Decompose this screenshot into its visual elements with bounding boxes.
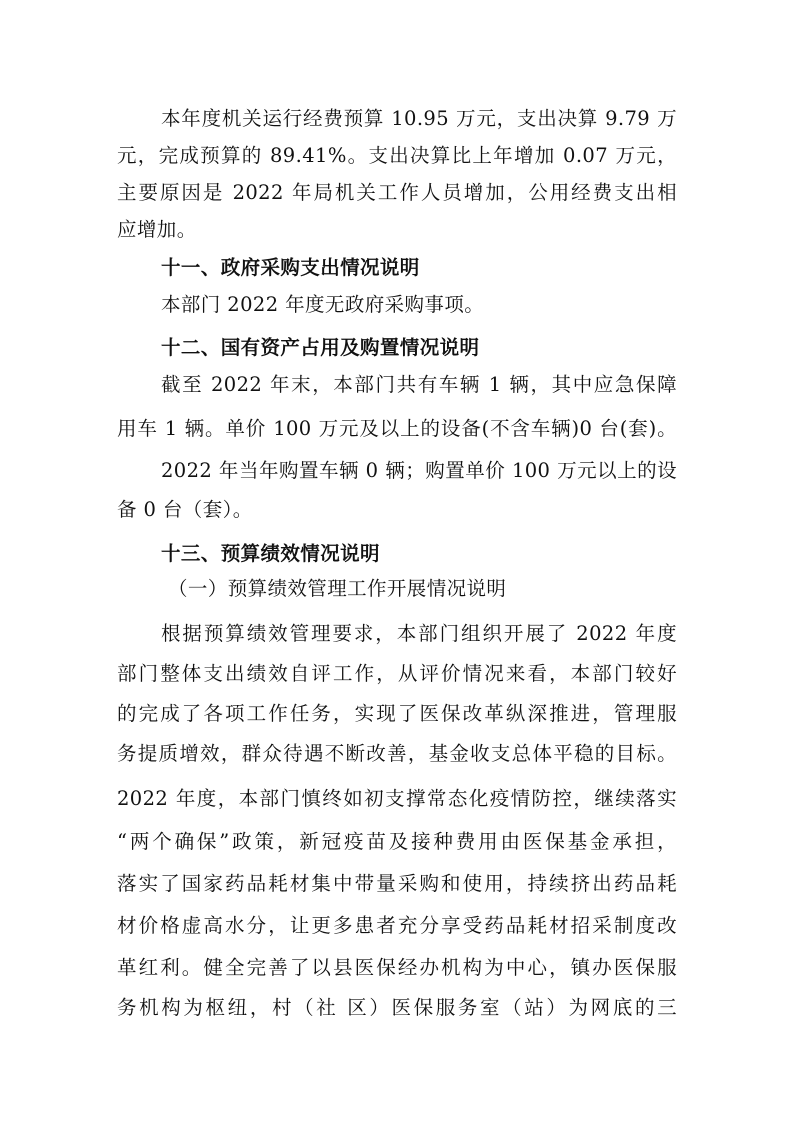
paragraph-line: “两个确保”政策，新冠疫苗及接种费用由医保基金承担， (117, 830, 677, 853)
paragraph-line: 本部门 2022 年度无政府采购事项。 (161, 293, 485, 316)
paragraph-line: 截至 2022 年末，本部门共有车辆 1 辆，其中应急保障 (161, 373, 677, 396)
paragraph-line: 用车 1 辆。单价 100 万元及以上的设备(不含车辆)0 台(套)。 (117, 417, 677, 440)
paragraph-line: 务机构为枢纽，村（社 区）医保服务室（站）为网底的三 (117, 996, 677, 1019)
section-heading-11: 十一、政府采购支出情况说明 (161, 256, 420, 279)
paragraph-line: 应增加。 (117, 218, 197, 241)
paragraph-line: 本年度机关运行经费预算 10.95 万元，支出决算 9.79 万 (161, 107, 677, 130)
paragraph-line: 部门整体支出绩效自评工作，从评价情况来看，本部门较好 (117, 662, 677, 685)
paragraph-line: 2022 年当年购置车辆 0 辆；购置单价 100 万元以上的设 (161, 459, 677, 482)
section-heading-12: 十二、国有资产占用及购置情况说明 (161, 336, 480, 359)
paragraph-line: 的完成了各项工作任务，实现了医保改革纵深推进，管理服 (117, 702, 677, 725)
paragraph-line: 落实了国家药品耗材集中带量采购和使用，持续挤出药品耗 (117, 872, 677, 895)
paragraph-line: 根据预算绩效管理要求，本部门组织开展了 2022 年度 (161, 622, 677, 645)
paragraph-line: 备 0 台（套）。 (117, 498, 253, 521)
paragraph-line: 务提质增效，群众待遇不断改善，基金收支总体平稳的目标。 (117, 742, 677, 765)
paragraph-line: 元，完成预算的 89.41%。支出决算比上年增加 0.07 万元， (117, 144, 677, 167)
paragraph-line: 主要原因是 2022 年局机关工作人员增加，公用经费支出相 (117, 181, 677, 204)
subsection-heading: （一）预算绩效管理工作开展情况说明 (168, 577, 507, 600)
section-heading-13: 十三、预算绩效情况说明 (161, 542, 380, 565)
paragraph-line: 革红利。健全完善了以县医保经办机构为中心，镇办医保服 (117, 956, 677, 979)
paragraph-line: 2022 年度，本部门慎终如初支撑常态化疫情防控，继续落实 (117, 787, 677, 810)
paragraph-line: 材价格虚高水分，让更多患者充分享受药品耗材招采制度改 (117, 914, 677, 937)
